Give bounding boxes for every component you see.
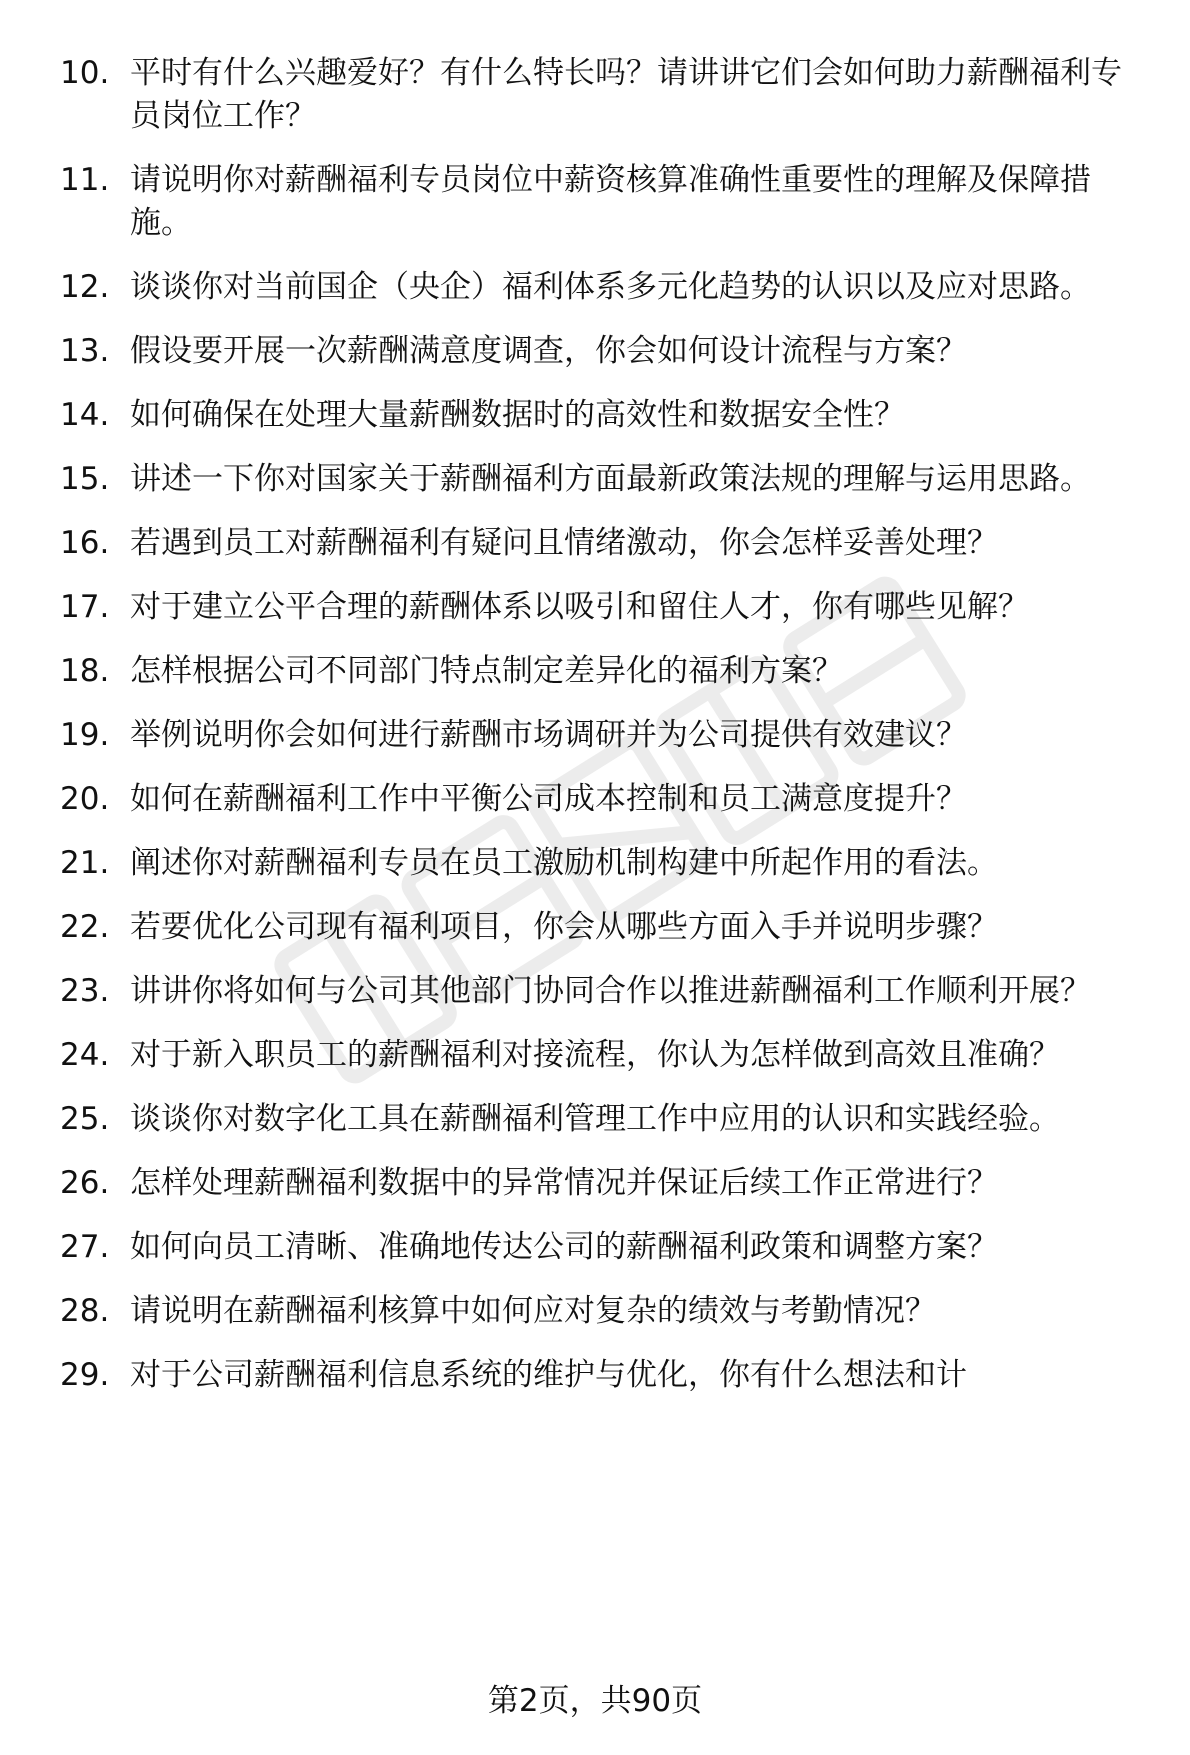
question-text: 请说明你对薪酬福利专员岗位中薪资核算准确性重要性的理解及保障措施。 — [130, 162, 1091, 241]
question-text: 如何向员工清晰、准确地传达公司的薪酬福利政策和调整方案？ — [130, 1229, 998, 1265]
question-item — [60, 906, 1145, 949]
question-item — [60, 1290, 1145, 1333]
question-number: 23. — [60, 973, 110, 1009]
question-number: 27. — [60, 1229, 110, 1265]
question-number: 16. — [60, 525, 110, 561]
question-list — [60, 52, 1145, 1418]
question-item — [60, 586, 1145, 629]
question-item — [60, 522, 1145, 565]
question-text: 对于新入职员工的薪酬福利对接流程，你认为怎样做到高效且准确？ — [130, 1037, 1060, 1073]
question-item — [60, 970, 1145, 1013]
question-number: 24. — [60, 1037, 110, 1073]
question-text: 谈谈你对数字化工具在薪酬福利管理工作中应用的认识和实践经验。 — [130, 1101, 1060, 1137]
question-number: 25. — [60, 1101, 110, 1137]
question-number: 19. — [60, 717, 110, 753]
question-number: 17. — [60, 589, 110, 625]
question-text: 若要优化公司现有福利项目，你会从哪些方面入手并说明步骤？ — [130, 909, 998, 945]
question-number: 20. — [60, 781, 110, 817]
question-number: 15. — [60, 461, 110, 497]
question-item — [60, 266, 1145, 309]
question-number: 10. — [60, 55, 110, 91]
question-text: 假设要开展一次薪酬满意度调查，你会如何设计流程与方案？ — [130, 333, 967, 369]
question-item — [60, 458, 1145, 501]
question-item — [60, 1098, 1145, 1141]
question-number: 26. — [60, 1165, 110, 1201]
question-item — [60, 1162, 1145, 1205]
question-item — [60, 1034, 1145, 1077]
question-number: 21. — [60, 845, 110, 881]
question-item — [60, 842, 1145, 885]
question-text: 阐述你对薪酬福利专员在员工激励机制构建中所起作用的看法。 — [130, 845, 998, 881]
question-number: 28. — [60, 1293, 110, 1329]
question-item — [60, 714, 1145, 757]
question-number: 12. — [60, 269, 110, 305]
question-item — [60, 650, 1145, 693]
question-number: 29. — [60, 1357, 110, 1393]
question-number: 18. — [60, 653, 110, 689]
question-text: 怎样处理薪酬福利数据中的异常情况并保证后续工作正常进行？ — [130, 1165, 998, 1201]
question-item — [60, 330, 1145, 373]
question-text: 谈谈你对当前国企（央企）福利体系多元化趋势的认识以及应对思路。 — [130, 269, 1091, 305]
question-number: 13. — [60, 333, 110, 369]
question-item — [60, 159, 1145, 245]
question-text: 如何在薪酬福利工作中平衡公司成本控制和员工满意度提升？ — [130, 781, 967, 817]
question-text: 讲述一下你对国家关于薪酬福利方面最新政策法规的理解与运用思路。 — [130, 461, 1091, 497]
question-text: 若遇到员工对薪酬福利有疑问且情绪激动，你会怎样妥善处理？ — [130, 525, 998, 561]
question-item — [60, 1226, 1145, 1269]
question-number: 11. — [60, 162, 110, 198]
question-text: 对于公司薪酬福利信息系统的维护与优化，你有什么想法和计 — [130, 1357, 967, 1393]
question-item — [60, 52, 1145, 138]
question-text: 如何确保在处理大量薪酬数据时的高效性和数据安全性？ — [130, 397, 905, 433]
page-number-footer: 第2页，共90页 — [487, 1683, 703, 1719]
question-text: 举例说明你会如何进行薪酬市场调研并为公司提供有效建议？ — [130, 717, 967, 753]
question-number: 22. — [60, 909, 110, 945]
question-text: 请说明在薪酬福利核算中如何应对复杂的绩效与考勤情况？ — [130, 1293, 936, 1329]
question-text: 讲讲你将如何与公司其他部门协同合作以推进薪酬福利工作顺利开展？ — [130, 973, 1091, 1009]
question-number: 14. — [60, 397, 110, 433]
question-item — [60, 1354, 1145, 1397]
question-text: 怎样根据公司不同部门特点制定差异化的福利方案？ — [130, 653, 843, 689]
question-item — [60, 394, 1145, 437]
question-text: 平时有什么兴趣爱好？有什么特长吗？请讲讲它们会如何助力薪酬福利专员岗位工作？ — [130, 55, 1122, 134]
question-item — [60, 778, 1145, 821]
question-text: 对于建立公平合理的薪酬体系以吸引和留住人才，你有哪些见解？ — [130, 589, 1029, 625]
